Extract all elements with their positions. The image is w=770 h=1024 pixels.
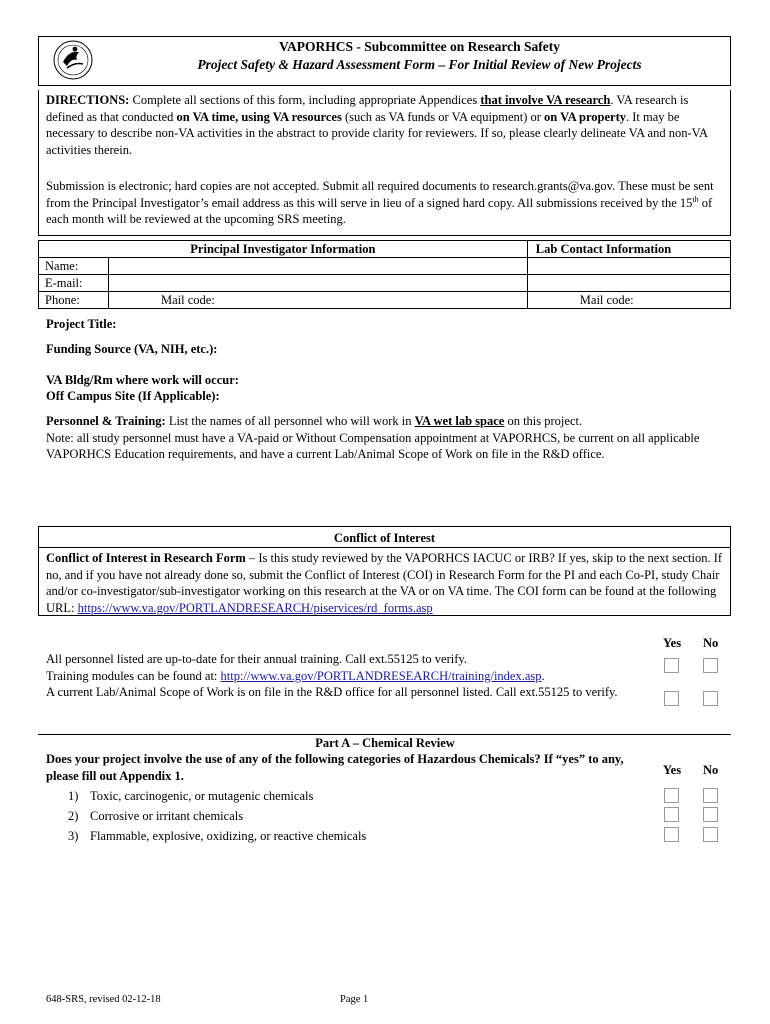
personnel-label: Personnel & Training: xyxy=(46,414,166,428)
chem-1-no-checkbox[interactable] xyxy=(703,788,718,803)
form-subtitle: Project Safety & Hazard Assessment Form – For Initial Review of New Projects xyxy=(197,57,642,72)
chem-item-2 xyxy=(68,808,244,825)
part-a-no-header: No xyxy=(703,763,719,777)
name-label: Name: xyxy=(39,258,109,275)
training-line-2 xyxy=(46,668,651,685)
phone-label: Phone: xyxy=(39,292,109,309)
training-no-checkbox[interactable] xyxy=(703,658,718,673)
submission-text: Submission is electronic; hard copies are not accepted. Submit all required documents to research.grants@va.gov. These must be sent from the Principal Investigator’s email address as this will serve in lieu of a signed hard copy. All submissions received by the 15 xyxy=(46,179,714,210)
item-label: Flammable, explosive, oxidizing, or reactive chemicals xyxy=(90,829,367,843)
project-title-label[interactable]: Project Title: xyxy=(46,317,117,331)
pi-info-header: Principal Investigator Information xyxy=(39,241,528,258)
superscript: th xyxy=(692,194,699,204)
coi-text: – Is this study reviewed by the VAPORHCS IACUC or IRB? If yes, skip to the next section. If no, and if you have not already done so, submit the Conflict of Interest (COI) in Research Form for the PI and each Co-PI, study Chair and/or co-investigator/sub-investigator working on this research at the VA or on VA time. The COI form can be found at the following URL: xyxy=(46,551,723,615)
footer-page-number: Page 1 xyxy=(340,994,369,1005)
submission-paragraph xyxy=(46,178,723,228)
directions-text: (such as VA funds or VA equipment) or xyxy=(341,109,545,124)
lab-mail-code-label: Mail code: xyxy=(579,292,634,307)
chem-item-1 xyxy=(68,788,314,805)
part-a-heading: Part A – Chemical Review xyxy=(315,736,455,750)
chem-3-no-checkbox[interactable] xyxy=(703,827,718,842)
item-label: Toxic, carcinogenic, or mutagenic chemicals xyxy=(90,789,314,803)
directions-label: DIRECTIONS: xyxy=(46,93,130,107)
item-label: Corrosive or irritant chemicals xyxy=(90,809,244,823)
no-header: No xyxy=(703,636,719,650)
coi-heading: Conflict of Interest xyxy=(38,526,731,548)
coi-body xyxy=(38,548,731,616)
yes-header: Yes xyxy=(663,636,682,650)
personnel-emphasis: VA wet lab space xyxy=(414,414,505,428)
email-label: E-mail: xyxy=(39,275,109,292)
pi-mail-code-label: Mail code: xyxy=(161,292,215,307)
personnel-text: on this project. xyxy=(504,414,583,428)
footer-revision: 648-SRS, revised 02-12-18 xyxy=(46,994,161,1005)
directions-emphasis: on VA property xyxy=(544,109,627,124)
submission-text: of each month will be reviewed at the upcoming SRS meeting. xyxy=(46,195,713,226)
coi-form-link[interactable]: https://www.va.gov/PORTLANDRESEARCH/piservices/rd_forms.asp xyxy=(77,600,433,615)
scope-no-checkbox[interactable] xyxy=(703,691,718,706)
directions-emphasis: that involve VA research xyxy=(480,93,611,107)
training-yes-checkbox[interactable] xyxy=(664,658,679,673)
training-modules-text: Training modules can be found at: xyxy=(46,668,221,683)
directions-text: . It may be necessary to describe non-VA activities in the abstract to provide clarity for reviewers. If so, please clearly delineate VA and non-VA activities therein. xyxy=(46,109,708,157)
coi-label: Conflict of Interest in Research Form xyxy=(46,551,246,565)
chem-1-yes-checkbox[interactable] xyxy=(664,788,679,803)
directions-emphasis: on VA time, using VA resources xyxy=(176,109,342,124)
item-number: 3) xyxy=(68,829,79,843)
pi-phone-field[interactable] xyxy=(109,292,528,309)
training-line-3: A current Lab/Animal Scope of Work is on file in the R&D office for all personnel listed. Call ext.55125 to verify. xyxy=(46,685,618,699)
training-modules-link[interactable]: http://www.va.gov/PORTLANDRESEARCH/training/index.asp xyxy=(220,668,542,683)
period: . xyxy=(541,668,545,683)
part-a-yes-header: Yes xyxy=(663,763,682,777)
lab-phone-field[interactable] xyxy=(527,292,730,309)
funding-source-label[interactable]: Funding Source (VA, NIH, etc.): xyxy=(46,342,218,356)
chem-2-no-checkbox[interactable] xyxy=(703,807,718,822)
part-a-question: Does your project involve the use of any of the following categories of Hazardous Chemicals? If “yes” to any, please fill out Appendix 1. xyxy=(46,752,624,783)
item-number: 2) xyxy=(68,809,79,823)
chem-2-yes-checkbox[interactable] xyxy=(664,807,679,822)
personnel-line xyxy=(46,413,726,430)
lab-contact-header: Lab Contact Information xyxy=(527,241,730,258)
lab-email-field[interactable] xyxy=(527,275,730,292)
pi-contact-table xyxy=(38,240,731,309)
form-header xyxy=(38,36,731,86)
directions-text: Complete all sections of this form, including appropriate Appendices xyxy=(129,93,481,107)
personnel-text: List the names of all personnel who will work in xyxy=(165,414,415,428)
scope-yes-checkbox[interactable] xyxy=(664,691,679,706)
form-title: VAPORHCS - Subcommittee on Research Safety xyxy=(278,39,561,54)
va-bldg-label[interactable]: VA Bldg/Rm where work will occur: xyxy=(46,373,239,387)
training-line-1: All personnel listed are up-to-date for their annual training. Call ext.55125 to verify. xyxy=(46,652,467,666)
off-campus-label[interactable]: Off Campus Site (If Applicable): xyxy=(46,389,220,403)
personnel-section xyxy=(46,413,726,463)
training-text xyxy=(46,651,651,701)
pi-email-field[interactable] xyxy=(109,275,528,292)
directions-paragraph xyxy=(46,92,723,158)
pi-name-field[interactable] xyxy=(109,258,528,275)
chem-item-3 xyxy=(68,828,367,845)
directions-section xyxy=(38,90,731,236)
lab-name-field[interactable] xyxy=(527,258,730,275)
item-number: 1) xyxy=(68,789,79,803)
chem-3-yes-checkbox[interactable] xyxy=(664,827,679,842)
directions-text: . VA research is defined as that conducted xyxy=(46,93,689,124)
personnel-note: Note: all study personnel must have a VA-paid or Without Compensation appointment at VAPORHCS, be current on all applicable VAPORHCS Education requirements, and have a current Lab/Animal Scope of Work on file in the R&D office. xyxy=(46,430,700,461)
